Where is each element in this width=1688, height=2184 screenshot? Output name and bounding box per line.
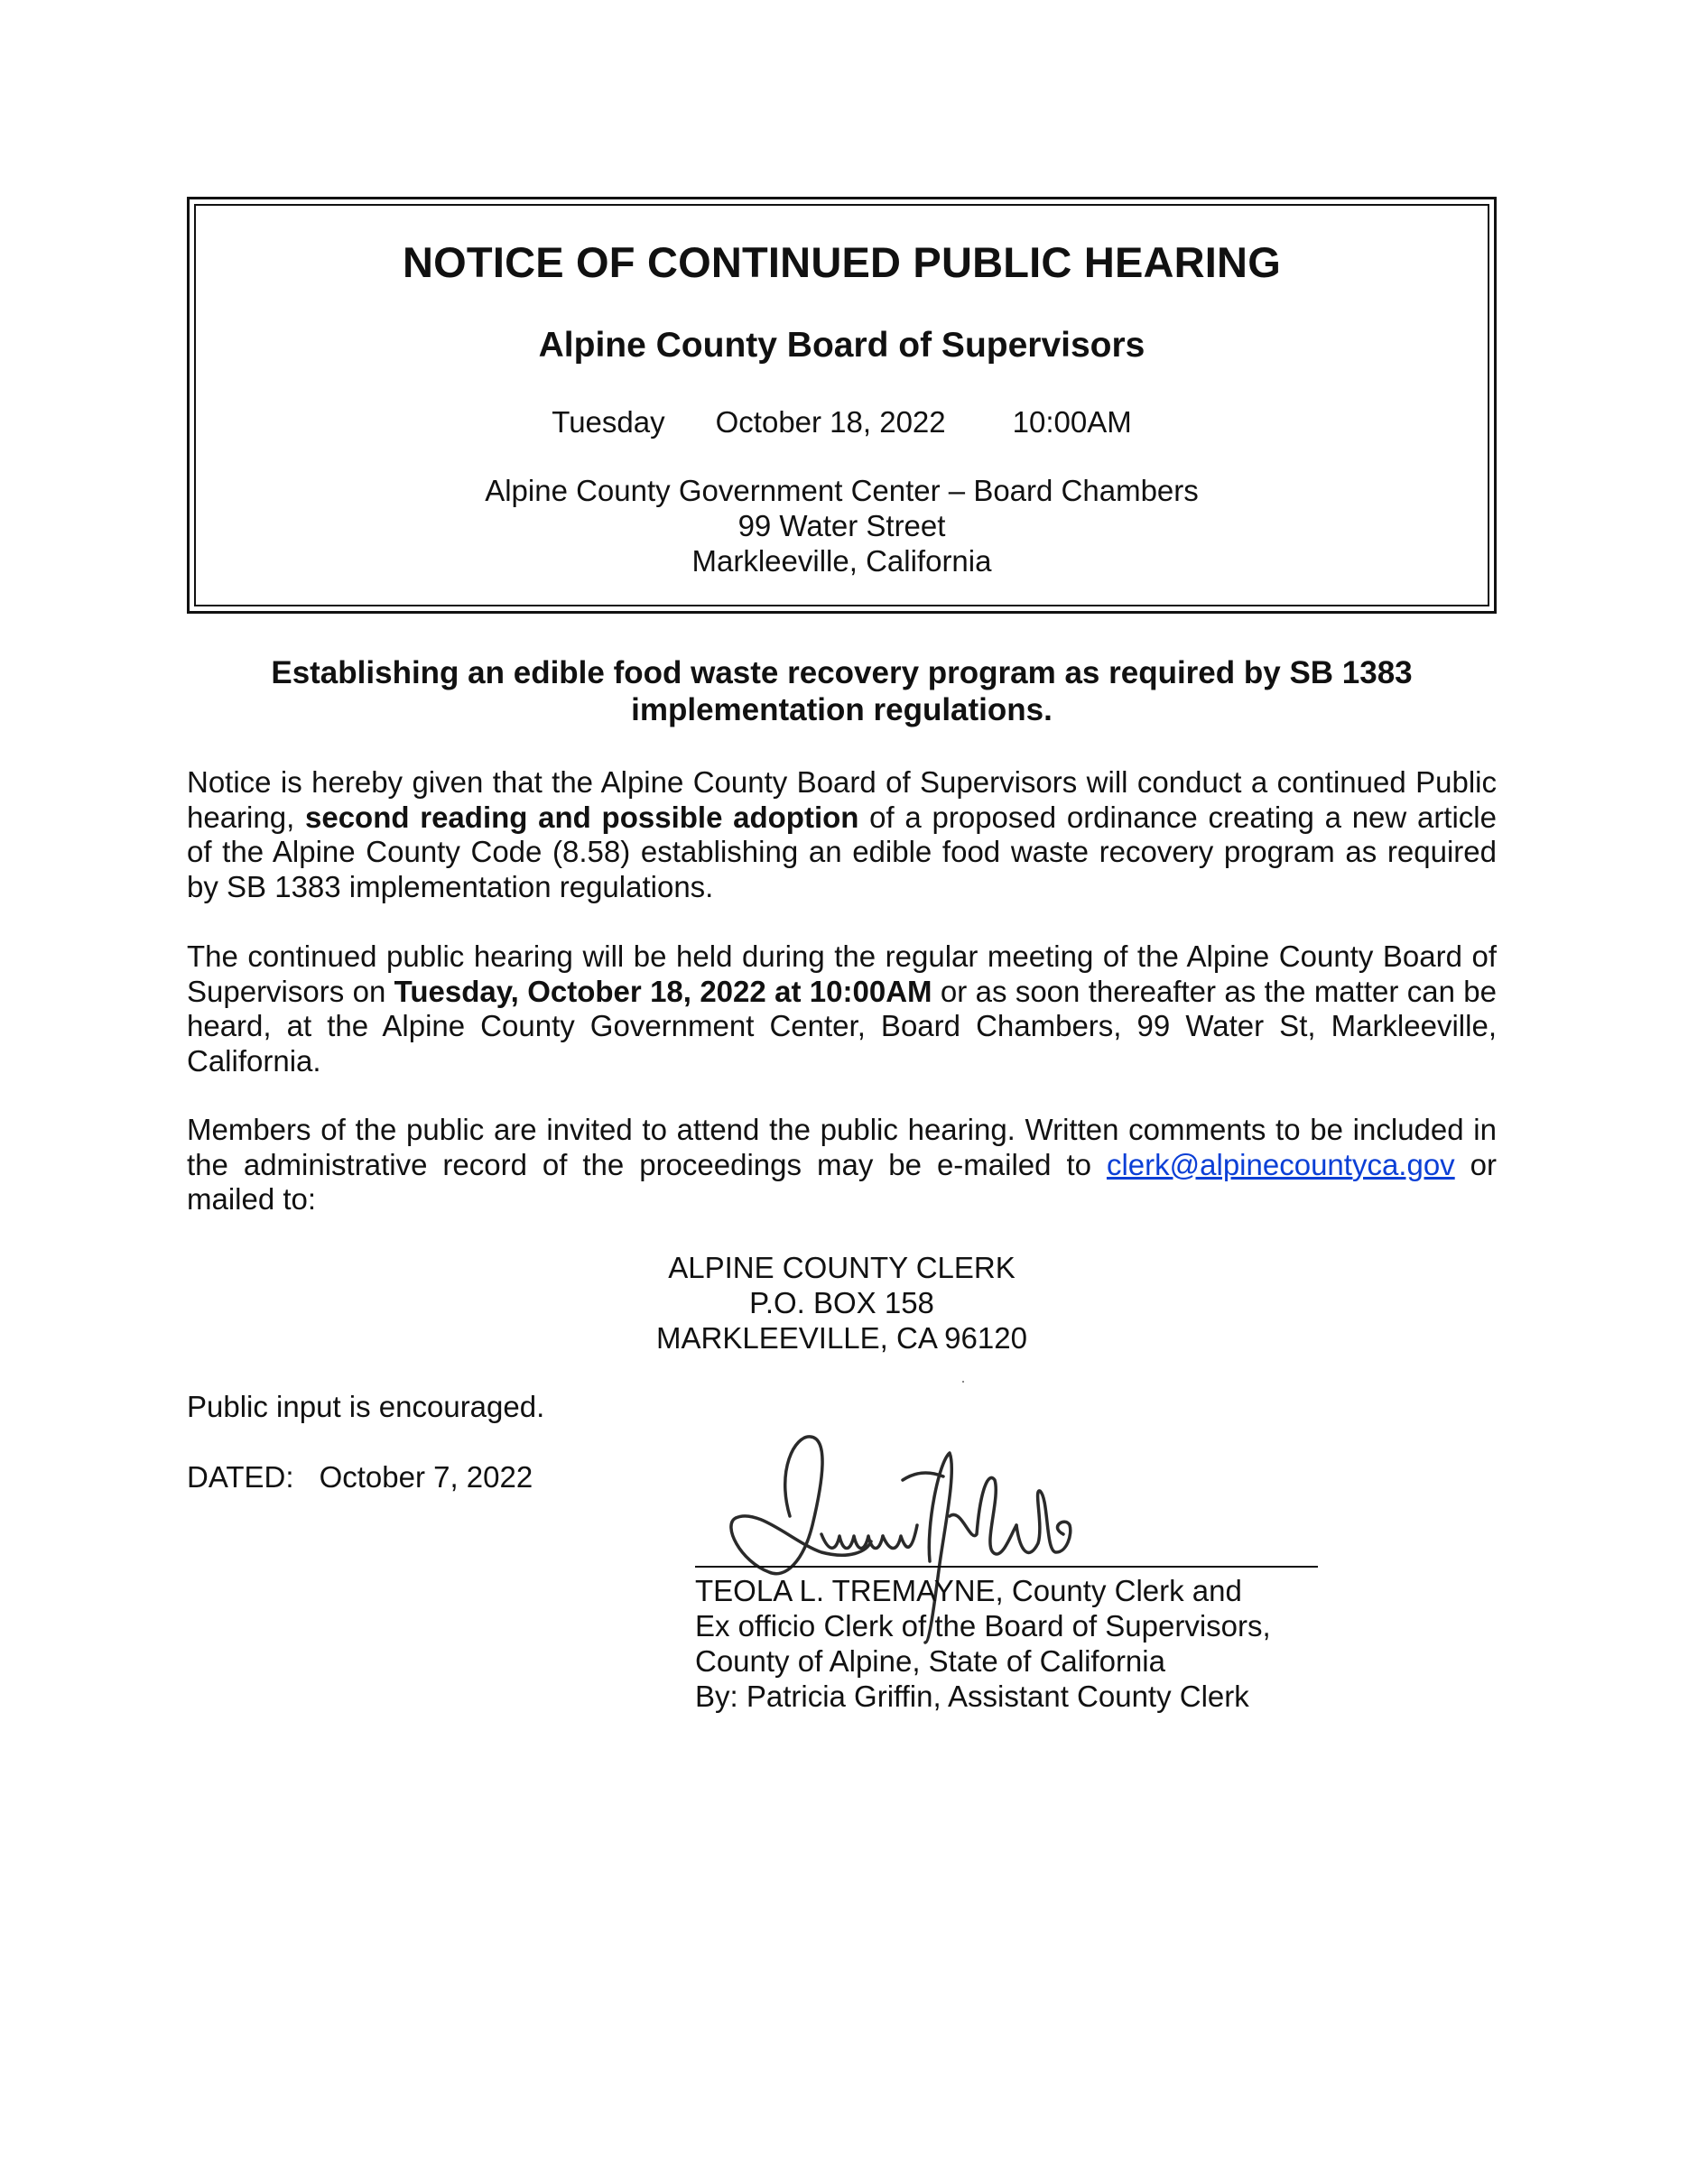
signer-line-1: TEOLA L. TREMAYNE, County Clerk and xyxy=(695,1574,1242,1607)
paragraph-bold-text: second reading and possible adoption xyxy=(304,800,859,834)
location-line-3: Markleeville, California xyxy=(691,544,992,578)
subject-line-2: implementation regulations. xyxy=(631,692,1053,727)
hearing-time: 10:00AM xyxy=(1012,405,1132,439)
board-name: Alpine County Board of Supervisors xyxy=(538,326,1145,365)
clerk-email-link[interactable]: clerk@alpinecountyca.gov xyxy=(1106,1147,1455,1181)
hearing-location xyxy=(190,473,1494,578)
hearing-datetime xyxy=(190,405,1494,440)
notice-paragraph xyxy=(187,765,1497,904)
address-line-1: ALPINE COUNTY CLERK xyxy=(668,1251,1016,1284)
hearing-day: Tuesday xyxy=(552,405,665,439)
comments-paragraph xyxy=(187,1113,1497,1217)
dated-label: DATED: xyxy=(187,1460,294,1494)
scan-speck xyxy=(962,1381,964,1383)
subject-heading xyxy=(187,654,1497,728)
signer-line-2: Ex officio Clerk of the Board of Supervisors, xyxy=(695,1609,1271,1643)
address-line-3: MARKLEEVILLE, CA 96120 xyxy=(656,1321,1027,1355)
hearing-date: October 18, 2022 xyxy=(715,405,946,439)
address-line-2: P.O. BOX 158 xyxy=(749,1286,934,1319)
paragraph-text: or as soon thereafter as the matter can be heard, at the Alpine County Government Center, Board Chambers, 99 Water St, Markleeville, California. xyxy=(187,974,1497,1078)
location-line-1: Alpine County Government Center – Board Chambers xyxy=(485,474,1199,507)
paragraph-text: or mailed to: xyxy=(187,1147,1497,1216)
signer-line-3: County of Alpine, State of California xyxy=(695,1644,1165,1678)
paragraph-text: Notice is hereby given that the Alpine County Board of Supervisors will conduct a continued Public hearing, xyxy=(187,765,1497,834)
dated-value: October 7, 2022 xyxy=(319,1460,533,1494)
signer-block xyxy=(695,1573,1271,1714)
mailing-address xyxy=(187,1250,1497,1356)
paragraph-bold-text: Tuesday, October 18, 2022 at 10:00AM xyxy=(394,974,932,1008)
subject-line-1: Establishing an edible food waste recovery program as required by SB 1383 xyxy=(271,655,1413,690)
location-line-2: 99 Water Street xyxy=(737,509,946,542)
paragraph-text: Members of the public are invited to attend the public hearing. Written comments to be included in the administrative record of the proceedings may be e-mailed to xyxy=(187,1113,1497,1181)
paragraph-text: of a proposed ordinance creating a new article of the Alpine County Code (8.58) establishing an edible food waste recovery program as required by SB 1383 implementation regulations. xyxy=(187,800,1497,903)
hearing-paragraph xyxy=(187,939,1497,1078)
dated-line xyxy=(187,1460,533,1495)
public-input-note: Public input is encouraged. xyxy=(187,1390,545,1423)
signature-line xyxy=(695,1566,1318,1568)
signer-line-4: By: Patricia Griffin, Assistant County Clerk xyxy=(695,1680,1249,1713)
notice-title: NOTICE OF CONTINUED PUBLIC HEARING xyxy=(403,238,1281,286)
header-box xyxy=(187,197,1497,614)
paragraph-text: The continued public hearing will be held during the regular meeting of the Alpine County Board of Supervisors on xyxy=(187,939,1497,1008)
